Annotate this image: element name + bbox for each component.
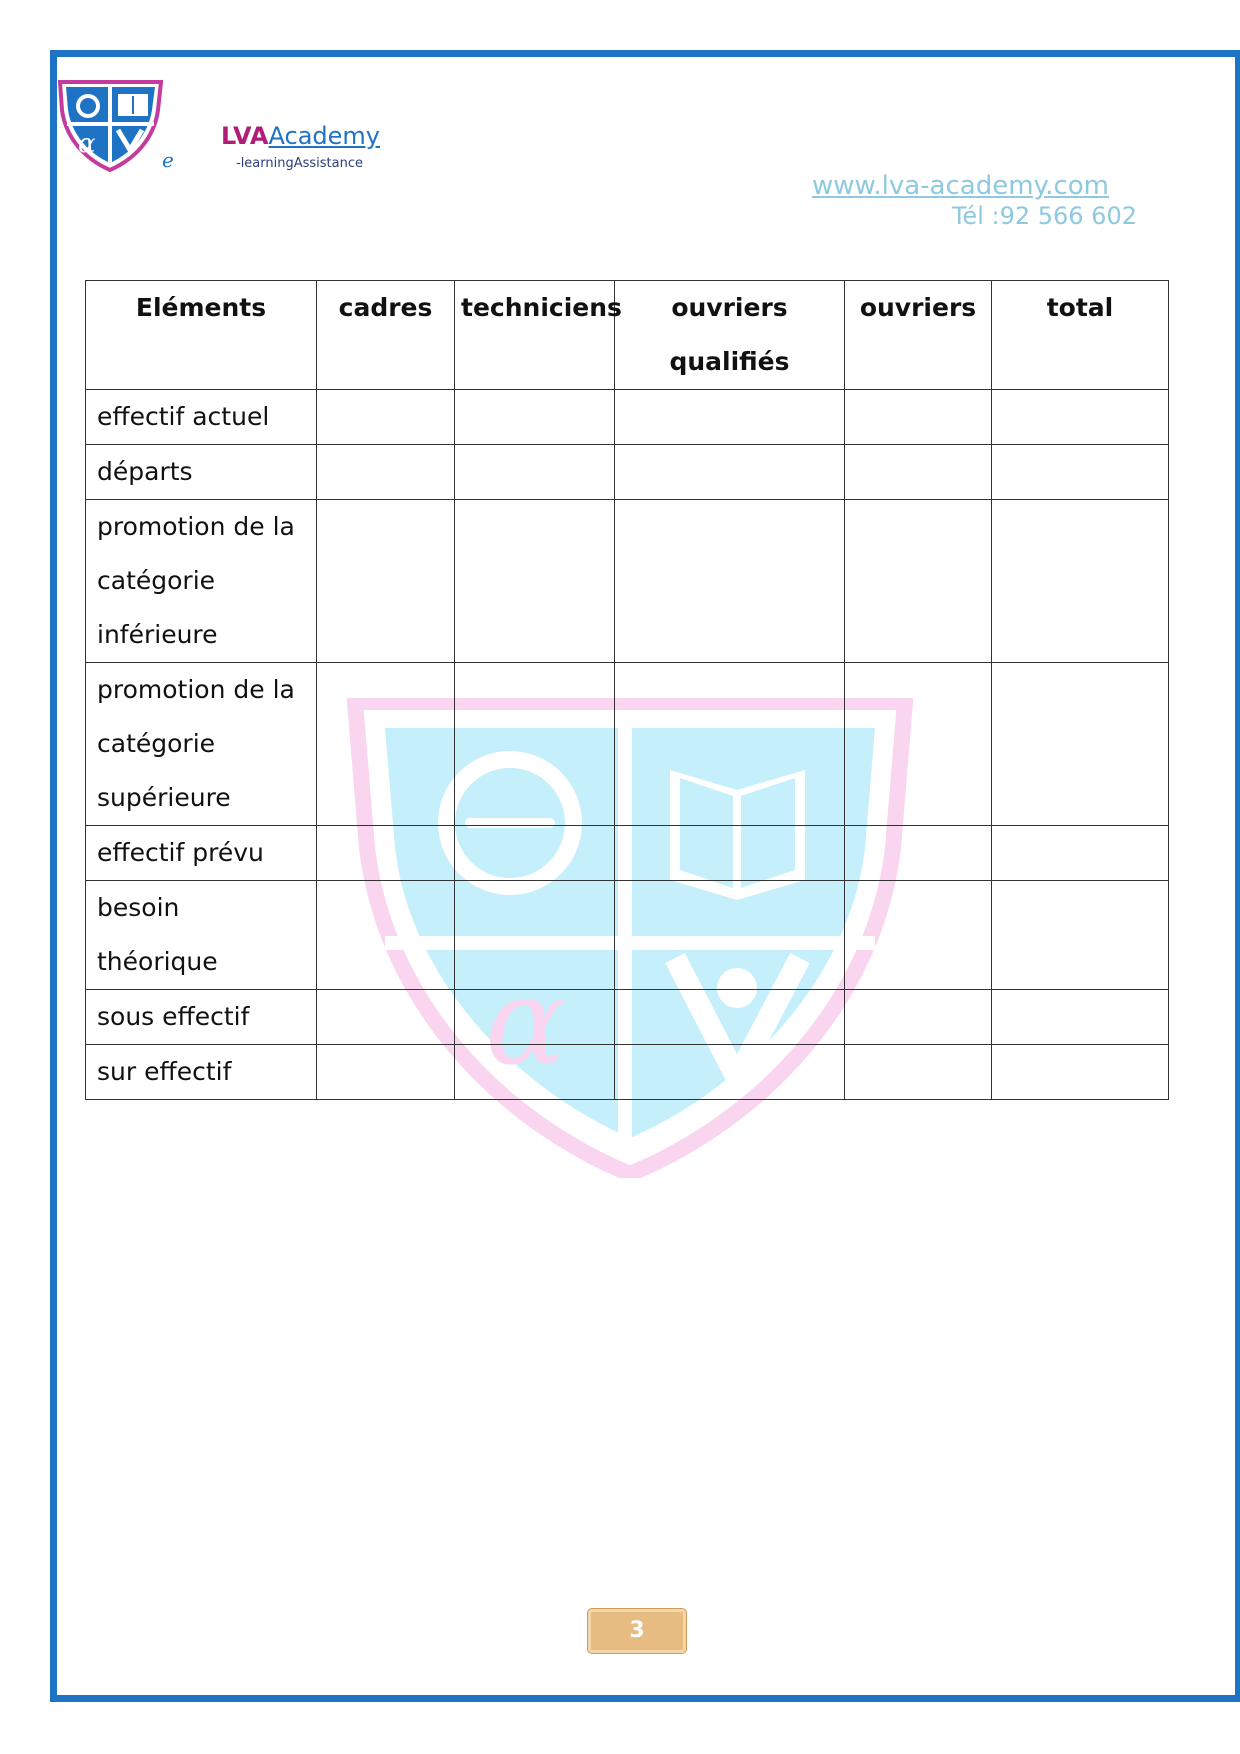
table-row [86, 990, 1169, 1045]
cell-total [992, 445, 1169, 500]
manpower-planning-table [85, 280, 1169, 1100]
svg-text:α: α [485, 953, 567, 1092]
cell-total [992, 1045, 1169, 1100]
cell-total [992, 826, 1169, 881]
table-row [86, 445, 1169, 500]
row-label: effectif prévu [86, 826, 317, 881]
row-label: effectif actuel [86, 390, 317, 445]
cell-total [992, 881, 1169, 990]
logo-letter: e [162, 148, 174, 172]
cell-techniciens [455, 663, 615, 826]
cell-ouvriers [845, 445, 992, 500]
table-row [86, 826, 1169, 881]
cell-ouvriers [845, 390, 992, 445]
cell-ouvriers [845, 1045, 992, 1100]
svg-text:α: α [78, 129, 96, 159]
table-row [86, 390, 1169, 445]
cell-techniciens [455, 445, 615, 500]
brand-subtitle: -learningAssistance [236, 156, 363, 171]
cell-ouvriers-qualifies [615, 663, 845, 826]
cell-ouvriers-qualifies [615, 881, 845, 990]
cell-cadres [317, 1045, 455, 1100]
header-ouvriers-qualifies: ouvriers qualifiés [615, 281, 845, 390]
page-number-badge: 3 [588, 1609, 686, 1653]
header-techniciens: techniciens [455, 281, 615, 390]
cell-techniciens [455, 990, 615, 1045]
cell-techniciens [455, 826, 615, 881]
cell-ouvriers-qualifies [615, 990, 845, 1045]
cell-ouvriers [845, 990, 992, 1045]
brand-academy: Academy [268, 122, 380, 150]
row-label: promotion de la catégorie supérieure [86, 663, 317, 826]
table-row [86, 881, 1169, 990]
phone-number: Tél :92 566 602 [951, 202, 1137, 230]
table-row [86, 1045, 1169, 1100]
header-cadres: cadres [317, 281, 455, 390]
cell-ouvriers-qualifies [615, 500, 845, 663]
cell-ouvriers [845, 826, 992, 881]
table-row [86, 663, 1169, 826]
cell-techniciens [455, 1045, 615, 1100]
cell-cadres [317, 663, 455, 826]
cell-cadres [317, 826, 455, 881]
cell-ouvriers [845, 881, 992, 990]
row-label: sur effectif [86, 1045, 317, 1100]
cell-total [992, 390, 1169, 445]
cell-total [992, 500, 1169, 663]
cell-total [992, 663, 1169, 826]
cell-ouvriers [845, 500, 992, 663]
brand-name [221, 122, 380, 150]
cell-techniciens [455, 881, 615, 990]
cell-cadres [317, 445, 455, 500]
cell-ouvriers-qualifies [615, 390, 845, 445]
cell-ouvriers [845, 663, 992, 826]
table-row [86, 500, 1169, 663]
academy-shield-logo-icon [58, 80, 163, 172]
brand-lva: LVA [221, 122, 269, 150]
cell-techniciens [455, 500, 615, 663]
cell-cadres [317, 500, 455, 663]
row-label: promotion de la catégorie inférieure [86, 500, 317, 663]
table-header-row [86, 281, 1169, 390]
cell-cadres [317, 881, 455, 990]
cell-cadres [317, 390, 455, 445]
cell-ouvriers-qualifies [615, 1045, 845, 1100]
row-label: départs [86, 445, 317, 500]
cell-ouvriers-qualifies [615, 445, 845, 500]
header-elements: Eléments [86, 281, 317, 390]
row-label: besoin théorique [86, 881, 317, 990]
cell-techniciens [455, 390, 615, 445]
header-ouvriers: ouvriers [845, 281, 992, 390]
cell-total [992, 990, 1169, 1045]
header-total: total [992, 281, 1169, 390]
row-label: sous effectif [86, 990, 317, 1045]
cell-cadres [317, 990, 455, 1045]
cell-ouvriers-qualifies [615, 826, 845, 881]
website-link[interactable]: www.lva-academy.com [811, 171, 1109, 201]
